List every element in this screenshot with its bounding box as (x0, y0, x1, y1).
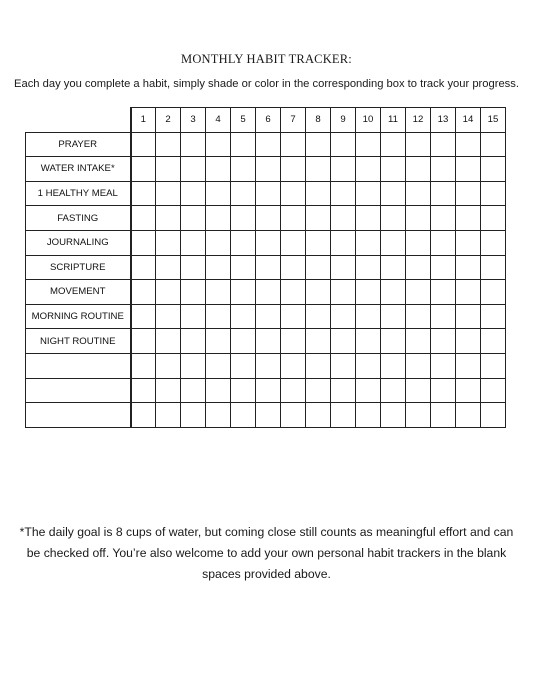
tracker-cell[interactable] (281, 181, 306, 206)
tracker-cell[interactable] (356, 157, 381, 182)
tracker-cell[interactable] (331, 353, 356, 378)
tracker-cell[interactable] (131, 255, 156, 280)
habit-label: FASTING (26, 206, 131, 231)
habit-tracker-grid (25, 107, 506, 428)
tracker-cell[interactable] (356, 181, 381, 206)
footnote-line-2: be checked off. You’re also welcome to add your own personal habit trackers in the blank (26, 546, 507, 560)
tracker-cell[interactable] (406, 329, 431, 354)
tracker-cell[interactable] (181, 304, 206, 329)
tracker-cell[interactable] (431, 378, 456, 403)
tracker-cell[interactable] (131, 206, 156, 231)
tracker-cell[interactable] (406, 378, 431, 403)
tracker-cell[interactable] (131, 403, 156, 428)
tracker-cell[interactable] (356, 378, 381, 403)
tracker-cell[interactable] (156, 181, 181, 206)
habit-row (26, 378, 506, 403)
tracker-cell[interactable] (156, 255, 181, 280)
tracker-cell[interactable] (281, 353, 306, 378)
day-number: 3 (181, 108, 206, 133)
tracker-cell[interactable] (406, 255, 431, 280)
day-number: 2 (156, 108, 181, 133)
tracker-cell[interactable] (156, 230, 181, 255)
tracker-cell[interactable] (206, 353, 231, 378)
tracker-cell[interactable] (356, 329, 381, 354)
tracker-cell[interactable] (281, 230, 306, 255)
tracker-cell[interactable] (206, 181, 231, 206)
tracker-cell[interactable] (181, 353, 206, 378)
tracker-cell[interactable] (481, 378, 506, 403)
tracker-cell[interactable] (281, 304, 306, 329)
tracker-cell[interactable] (306, 181, 331, 206)
tracker-cell[interactable] (256, 230, 281, 255)
tracker-cell[interactable] (331, 378, 356, 403)
day-number: 6 (256, 108, 281, 133)
tracker-cell[interactable] (431, 181, 456, 206)
habit-label: MOVEMENT (26, 280, 131, 305)
tracker-cell[interactable] (456, 403, 481, 428)
tracker-cell[interactable] (381, 304, 406, 329)
tracker-cell[interactable] (156, 329, 181, 354)
tracker-cell[interactable] (381, 329, 406, 354)
tracker-cell[interactable] (156, 304, 181, 329)
tracker-cell[interactable] (431, 132, 456, 157)
tracker-cell[interactable] (156, 353, 181, 378)
tracker-cell[interactable] (306, 230, 331, 255)
tracker-cell[interactable] (256, 353, 281, 378)
day-number: 10 (356, 108, 381, 133)
tracker-cell[interactable] (256, 181, 281, 206)
tracker-cell[interactable] (206, 255, 231, 280)
day-number: 13 (431, 108, 456, 133)
tracker-cell[interactable] (381, 132, 406, 157)
tracker-cell[interactable] (131, 181, 156, 206)
tracker-cell[interactable] (431, 255, 456, 280)
habit-row (26, 353, 506, 378)
tracker-cell[interactable] (131, 132, 156, 157)
tracker-cell[interactable] (231, 157, 256, 182)
tracker-cell[interactable] (381, 157, 406, 182)
habit-label: 1 HEALTHY MEAL (26, 181, 131, 206)
tracker-cell[interactable] (481, 181, 506, 206)
day-number: 12 (406, 108, 431, 133)
page-title: MONTHLY HABIT TRACKER: (181, 52, 352, 66)
tracker-cell[interactable] (381, 206, 406, 231)
tracker-cell[interactable] (281, 280, 306, 305)
tracker-cell[interactable] (481, 304, 506, 329)
tracker-cell[interactable] (456, 378, 481, 403)
footnote-line-1: *The daily goal is 8 cups of water, but coming close still counts as meaningful effort and can (19, 525, 514, 539)
tracker-cell[interactable] (406, 206, 431, 231)
tracker-cell[interactable] (206, 280, 231, 305)
tracker-cell[interactable] (281, 378, 306, 403)
tracker-cell[interactable] (356, 206, 381, 231)
tracker-cell[interactable] (456, 255, 481, 280)
tracker-cell[interactable] (231, 329, 256, 354)
tracker-cell[interactable] (256, 304, 281, 329)
tracker-cell[interactable] (481, 403, 506, 428)
habit-row (26, 280, 506, 305)
tracker-cell[interactable] (206, 230, 231, 255)
tracker-cell[interactable] (456, 353, 481, 378)
habit-row (26, 157, 506, 182)
tracker-cell[interactable] (256, 329, 281, 354)
tracker-cell[interactable] (306, 353, 331, 378)
tracker-cell[interactable] (131, 157, 156, 182)
tracker-cell[interactable] (231, 378, 256, 403)
habit-label: WATER INTAKE* (26, 157, 131, 182)
tracker-cell[interactable] (331, 304, 356, 329)
tracker-cell[interactable] (256, 378, 281, 403)
tracker-cell[interactable] (181, 157, 206, 182)
tracker-cell[interactable] (256, 403, 281, 428)
tracker-cell[interactable] (231, 255, 256, 280)
tracker-cell[interactable] (356, 280, 381, 305)
tracker-cell[interactable] (156, 403, 181, 428)
tracker-cell[interactable] (156, 206, 181, 231)
tracker-cell[interactable] (481, 230, 506, 255)
tracker-cell[interactable] (181, 132, 206, 157)
tracker-cell[interactable] (356, 255, 381, 280)
tracker-cell[interactable] (181, 403, 206, 428)
tracker-cell[interactable] (406, 230, 431, 255)
instructions-text: Each day you complete a habit, simply shade or color in the corresponding box to track your progress. (14, 78, 519, 90)
tracker-cell[interactable] (381, 378, 406, 403)
tracker-cell[interactable] (131, 353, 156, 378)
habit-row (26, 181, 506, 206)
tracker-cell[interactable] (131, 280, 156, 305)
tracker-cell[interactable] (231, 304, 256, 329)
tracker-cell[interactable] (256, 280, 281, 305)
blank-habit-label (26, 403, 131, 428)
tracker-cell[interactable] (456, 206, 481, 231)
tracker-cell[interactable] (381, 280, 406, 305)
tracker-cell[interactable] (306, 132, 331, 157)
tracker-cell[interactable] (431, 353, 456, 378)
tracker-cell[interactable] (356, 353, 381, 378)
tracker-cell[interactable] (406, 181, 431, 206)
habit-row (26, 132, 506, 157)
habit-label: PRAYER (26, 132, 131, 157)
tracker-cell[interactable] (406, 353, 431, 378)
tracker-cell[interactable] (331, 230, 356, 255)
tracker-cell[interactable] (431, 206, 456, 231)
day-number: 9 (331, 108, 356, 133)
tracker-cell[interactable] (456, 132, 481, 157)
tracker-cell[interactable] (181, 181, 206, 206)
tracker-cell[interactable] (481, 353, 506, 378)
tracker-cell[interactable] (156, 378, 181, 403)
tracker-cell[interactable] (256, 157, 281, 182)
tracker-cell[interactable] (281, 403, 306, 428)
habit-label: MORNING ROUTINE (26, 304, 131, 329)
tracker-cell[interactable] (206, 157, 231, 182)
tracker-cell[interactable] (406, 304, 431, 329)
tracker-cell[interactable] (206, 304, 231, 329)
tracker-cell[interactable] (206, 132, 231, 157)
tracker-cell[interactable] (156, 132, 181, 157)
tracker-cell[interactable] (181, 378, 206, 403)
day-number: 14 (456, 108, 481, 133)
tracker-cell[interactable] (256, 255, 281, 280)
habit-row (26, 403, 506, 428)
tracker-cell[interactable] (481, 280, 506, 305)
tracker-cell[interactable] (356, 304, 381, 329)
habit-label: JOURNALING (26, 230, 131, 255)
tracker-cell[interactable] (406, 132, 431, 157)
tracker-cell[interactable] (181, 230, 206, 255)
tracker-cell[interactable] (306, 255, 331, 280)
footnote (0, 522, 533, 585)
tracker-cell[interactable] (356, 230, 381, 255)
tracker-cell[interactable] (231, 206, 256, 231)
tracker-cell[interactable] (456, 230, 481, 255)
tracker-cell[interactable] (331, 280, 356, 305)
tracker-cell[interactable] (381, 353, 406, 378)
tracker-cell[interactable] (281, 157, 306, 182)
tracker-cell[interactable] (356, 403, 381, 428)
habit-label: SCRIPTURE (26, 255, 131, 280)
tracker-cell[interactable] (231, 181, 256, 206)
tracker-cell[interactable] (431, 280, 456, 305)
habit-label: NIGHT ROUTINE (26, 329, 131, 354)
tracker-cell[interactable] (381, 230, 406, 255)
tracker-cell[interactable] (331, 157, 356, 182)
tracker-cell[interactable] (231, 280, 256, 305)
habit-row (26, 329, 506, 354)
day-number: 5 (231, 108, 256, 133)
tracker-cell[interactable] (156, 280, 181, 305)
tracker-cell[interactable] (306, 304, 331, 329)
tracker-cell[interactable] (131, 329, 156, 354)
tracker-cell[interactable] (406, 157, 431, 182)
day-number: 7 (281, 108, 306, 133)
tracker-cell[interactable] (456, 329, 481, 354)
habit-row (26, 304, 506, 329)
tracker-cell[interactable] (181, 280, 206, 305)
tracker-cell[interactable] (481, 329, 506, 354)
tracker-cell[interactable] (381, 403, 406, 428)
tracker-cell[interactable] (231, 230, 256, 255)
tracker-cell[interactable] (281, 255, 306, 280)
tracker-cell[interactable] (306, 378, 331, 403)
tracker-cell[interactable] (181, 206, 206, 231)
tracker-cell[interactable] (306, 403, 331, 428)
tracker-cell[interactable] (281, 206, 306, 231)
tracker-cell[interactable] (231, 132, 256, 157)
tracker-cell[interactable] (306, 206, 331, 231)
tracker-cell[interactable] (431, 304, 456, 329)
blank-habit-label (26, 353, 131, 378)
tracker-cell[interactable] (306, 280, 331, 305)
tracker-cell[interactable] (406, 280, 431, 305)
tracker-cell[interactable] (306, 157, 331, 182)
tracker-cell[interactable] (131, 378, 156, 403)
tracker-cell[interactable] (131, 304, 156, 329)
tracker-cell[interactable] (206, 206, 231, 231)
habit-row (26, 206, 506, 231)
tracker-cell[interactable] (481, 157, 506, 182)
tracker-cell[interactable] (481, 255, 506, 280)
tracker-cell[interactable] (481, 132, 506, 157)
habit-row (26, 255, 506, 280)
tracker-cell[interactable] (431, 230, 456, 255)
tracker-cell[interactable] (431, 403, 456, 428)
tracker-cell[interactable] (456, 280, 481, 305)
tracker-cell[interactable] (281, 132, 306, 157)
tracker-cell[interactable] (206, 378, 231, 403)
tracker-cell[interactable] (331, 181, 356, 206)
tracker-cell[interactable] (381, 255, 406, 280)
tracker-cell[interactable] (281, 329, 306, 354)
tracker-cell[interactable] (131, 230, 156, 255)
tracker-cell[interactable] (481, 206, 506, 231)
tracker-cell[interactable] (356, 132, 381, 157)
tracker-cell[interactable] (456, 304, 481, 329)
tracker-cell[interactable] (231, 403, 256, 428)
tracker-cell[interactable] (156, 157, 181, 182)
tracker-cell[interactable] (181, 255, 206, 280)
day-number: 15 (481, 108, 506, 133)
day-header-row (26, 108, 506, 133)
tracker-cell[interactable] (456, 181, 481, 206)
day-number: 8 (306, 108, 331, 133)
header-corner (26, 108, 131, 133)
tracker-cell[interactable] (331, 255, 356, 280)
tracker-cell[interactable] (406, 403, 431, 428)
tracker-cell[interactable] (181, 329, 206, 354)
blank-habit-label (26, 378, 131, 403)
tracker-cell[interactable] (431, 329, 456, 354)
day-number: 11 (381, 108, 406, 133)
tracker-cell[interactable] (331, 132, 356, 157)
tracker-cell[interactable] (456, 157, 481, 182)
day-number: 4 (206, 108, 231, 133)
tracker-cell[interactable] (431, 157, 456, 182)
tracker-cell[interactable] (256, 132, 281, 157)
tracker-cell[interactable] (231, 353, 256, 378)
tracker-cell[interactable] (206, 403, 231, 428)
tracker-cell[interactable] (331, 329, 356, 354)
tracker-cell[interactable] (381, 181, 406, 206)
day-number: 1 (131, 108, 156, 133)
tracker-cell[interactable] (331, 206, 356, 231)
tracker-cell[interactable] (256, 206, 281, 231)
tracker-cell[interactable] (306, 329, 331, 354)
tracker-cell[interactable] (206, 329, 231, 354)
habit-row (26, 230, 506, 255)
tracker-cell[interactable] (331, 403, 356, 428)
footnote-line-3: spaces provided above. (202, 567, 331, 581)
